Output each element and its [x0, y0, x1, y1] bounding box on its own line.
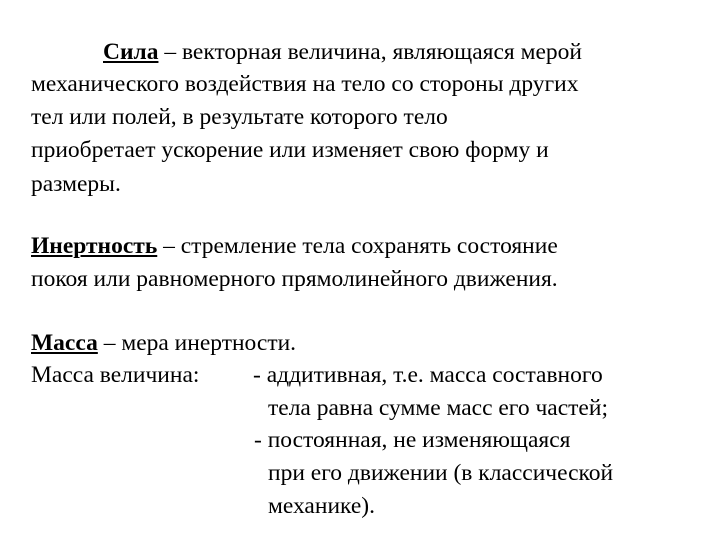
force-definition-line-4: приобретает ускорение или изменяет свою форму и	[31, 137, 549, 163]
force-definition-line-1	[103, 36, 582, 68]
force-definition-text: – векторная величина, являющаяся мерой	[158, 39, 582, 65]
mass-properties-label: Масса величина:	[31, 362, 200, 388]
mass-term: Масса	[31, 330, 98, 356]
inertia-definition-line-2: покоя или равномерного прямолинейного движения.	[31, 266, 558, 292]
force-term: Сила	[103, 39, 159, 65]
inertia-definition-text: – стремление тела сохранять состояние	[157, 233, 558, 259]
mass-property-constant: - постоянная, не изменяющаяся	[254, 427, 571, 453]
mass-property-additive: - аддитивная, т.е. масса составного	[253, 362, 603, 388]
mass-property-additive-continued: тела равна сумме масс его частей;	[268, 395, 608, 421]
mass-definition-line-1	[31, 327, 296, 359]
mass-property-constant-continued: при его движении (в классической	[268, 460, 614, 486]
inertia-term: Инертность	[31, 233, 158, 259]
inertia-definition-line-1	[31, 230, 558, 262]
force-definition-line-3: тел или полей, в результате которого тело	[31, 104, 448, 130]
mass-property-constant-end: механике).	[268, 493, 375, 519]
mass-properties-line	[31, 359, 603, 391]
force-definition-line-5: размеры.	[31, 171, 121, 197]
force-definition-line-2: механического воздействия на тело со стороны других	[31, 71, 579, 97]
mass-definition-text: – мера инертности.	[97, 330, 297, 356]
